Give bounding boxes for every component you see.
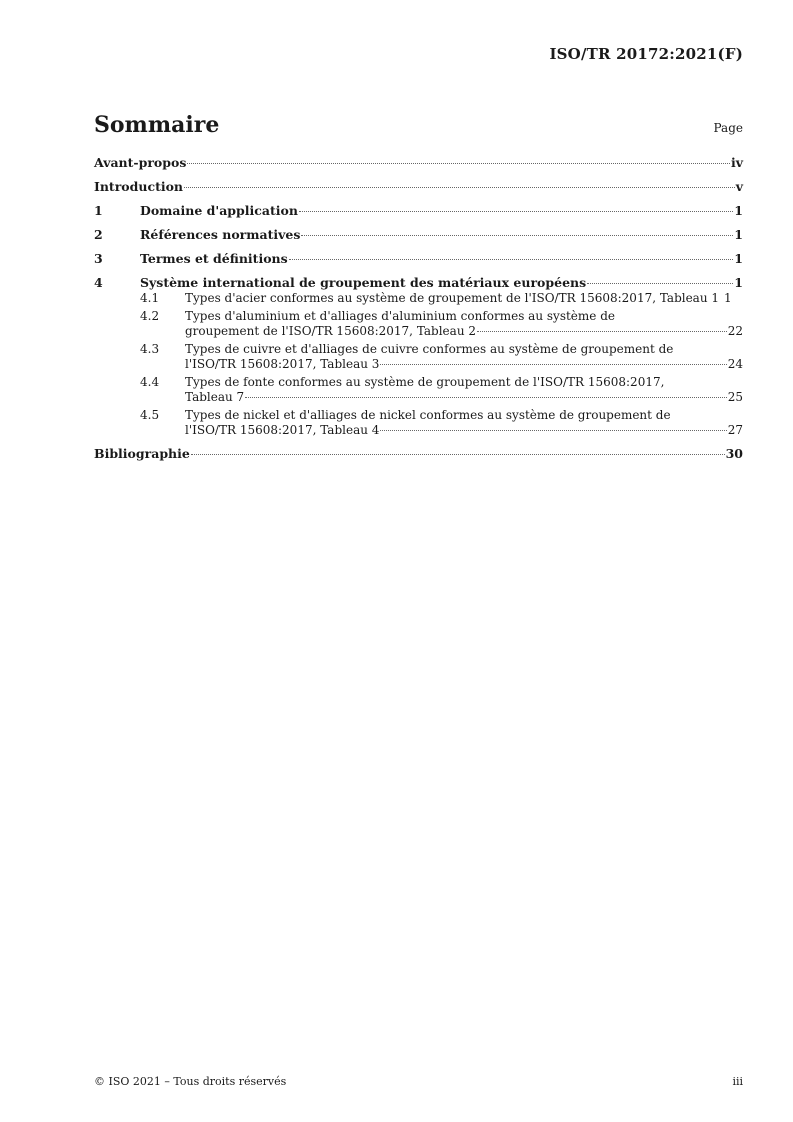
toc-entry-page: 22 bbox=[727, 324, 743, 338]
toc-entry-label: Types de fonte conformes au système de groupement de l'ISO/TR 15608:2017, bbox=[185, 375, 665, 389]
toc-entry-number: 3 bbox=[94, 251, 103, 266]
toc-entry-page: 1 bbox=[724, 291, 732, 305]
dot-leader bbox=[187, 163, 730, 164]
toc-entry-section-4-3[interactable] bbox=[140, 342, 743, 372]
toc-title: Sommaire bbox=[94, 112, 220, 138]
toc-entry-section-4[interactable] bbox=[94, 275, 743, 290]
dot-leader bbox=[380, 364, 726, 365]
toc-entry-page: 30 bbox=[725, 446, 743, 461]
toc-entry-page: 25 bbox=[727, 390, 743, 404]
toc-entry-number: 4.4 bbox=[140, 375, 160, 389]
toc-entry-label-continued: groupement de l'ISO/TR 15608:2017, Tableau 2 bbox=[185, 324, 476, 338]
toc-entry-page: 1 bbox=[734, 251, 743, 266]
toc-entry-label-continued: Tableau 7 bbox=[185, 390, 245, 404]
toc-entry-section-4-2[interactable] bbox=[140, 309, 743, 339]
dot-leader bbox=[191, 454, 725, 455]
dot-leader bbox=[299, 211, 733, 212]
toc-entry-introduction[interactable] bbox=[94, 179, 743, 194]
toc-entry-label: Introduction bbox=[94, 179, 184, 194]
toc-entry-section-4-5[interactable] bbox=[140, 408, 743, 438]
toc-entry-label-continued: l'ISO/TR 15608:2017, Tableau 4 bbox=[185, 423, 380, 437]
dot-leader bbox=[289, 259, 734, 260]
toc-entry-page: v bbox=[735, 179, 743, 194]
toc-entry-label-continued: l'ISO/TR 15608:2017, Tableau 3 bbox=[185, 357, 380, 371]
toc-entry-number: 2 bbox=[94, 227, 103, 242]
toc-entry-number: 4.2 bbox=[140, 309, 160, 323]
toc-entry-page: 24 bbox=[727, 357, 743, 371]
dot-leader bbox=[380, 430, 726, 431]
dot-leader bbox=[477, 331, 727, 332]
page-column-label: Page bbox=[713, 121, 743, 135]
toc-entry-label: Domaine d'application bbox=[140, 203, 298, 218]
toc-entry-page: iv bbox=[730, 155, 743, 170]
page-number: iii bbox=[732, 1075, 743, 1088]
toc-header bbox=[94, 112, 743, 138]
dot-leader bbox=[245, 397, 727, 398]
toc-entry-section-4-1[interactable] bbox=[140, 291, 743, 306]
toc-entry-page: 1 bbox=[734, 275, 743, 290]
toc-entry-number: 1 bbox=[94, 203, 103, 218]
toc-entry-label: Types d'acier conformes au système de groupement de l'ISO/TR 15608:2017, Tableau 1 bbox=[185, 291, 720, 305]
toc-entry-page: 1 bbox=[734, 203, 743, 218]
dot-leader bbox=[301, 235, 733, 236]
section-4-subsections bbox=[94, 291, 743, 438]
dot-leader bbox=[184, 187, 735, 188]
toc-entry-number: 4.1 bbox=[140, 291, 160, 305]
toc-entry-label: Bibliographie bbox=[94, 446, 190, 461]
dot-leader bbox=[587, 283, 733, 284]
document-id: ISO/TR 20172:2021(F) bbox=[549, 45, 743, 63]
toc-entry-label: Types d'aluminium et d'alliages d'aluminium conformes au système de bbox=[185, 309, 615, 323]
copyright-notice: © ISO 2021 – Tous droits réservés bbox=[94, 1075, 287, 1088]
toc-entry-label: Types de nickel et d'alliages de nickel conformes au système de groupement de bbox=[185, 408, 671, 422]
page-footer bbox=[94, 1075, 743, 1088]
toc-entry-label: Types de cuivre et d'alliages de cuivre conformes au système de groupement de bbox=[185, 342, 674, 356]
toc-entry-label: Références normatives bbox=[140, 227, 301, 242]
toc-entry-bibliographie[interactable] bbox=[94, 446, 743, 461]
toc-entry-avant-propos[interactable] bbox=[94, 155, 743, 170]
toc-entry-page: 27 bbox=[727, 423, 743, 437]
table-of-contents bbox=[94, 155, 743, 470]
toc-entry-label: Avant-propos bbox=[94, 155, 187, 170]
toc-entry-number: 4.3 bbox=[140, 342, 160, 356]
toc-entry-section-3[interactable] bbox=[94, 251, 743, 266]
toc-entry-number: 4 bbox=[94, 275, 103, 290]
toc-entry-section-1[interactable] bbox=[94, 203, 743, 218]
toc-entry-label: Termes et définitions bbox=[140, 251, 288, 266]
toc-entry-label: Système international de groupement des matériaux européens bbox=[140, 275, 587, 290]
toc-entry-number: 4.5 bbox=[140, 408, 160, 422]
toc-entry-section-2[interactable] bbox=[94, 227, 743, 242]
toc-entry-page: 1 bbox=[734, 227, 743, 242]
toc-entry-section-4-4[interactable] bbox=[140, 375, 743, 405]
